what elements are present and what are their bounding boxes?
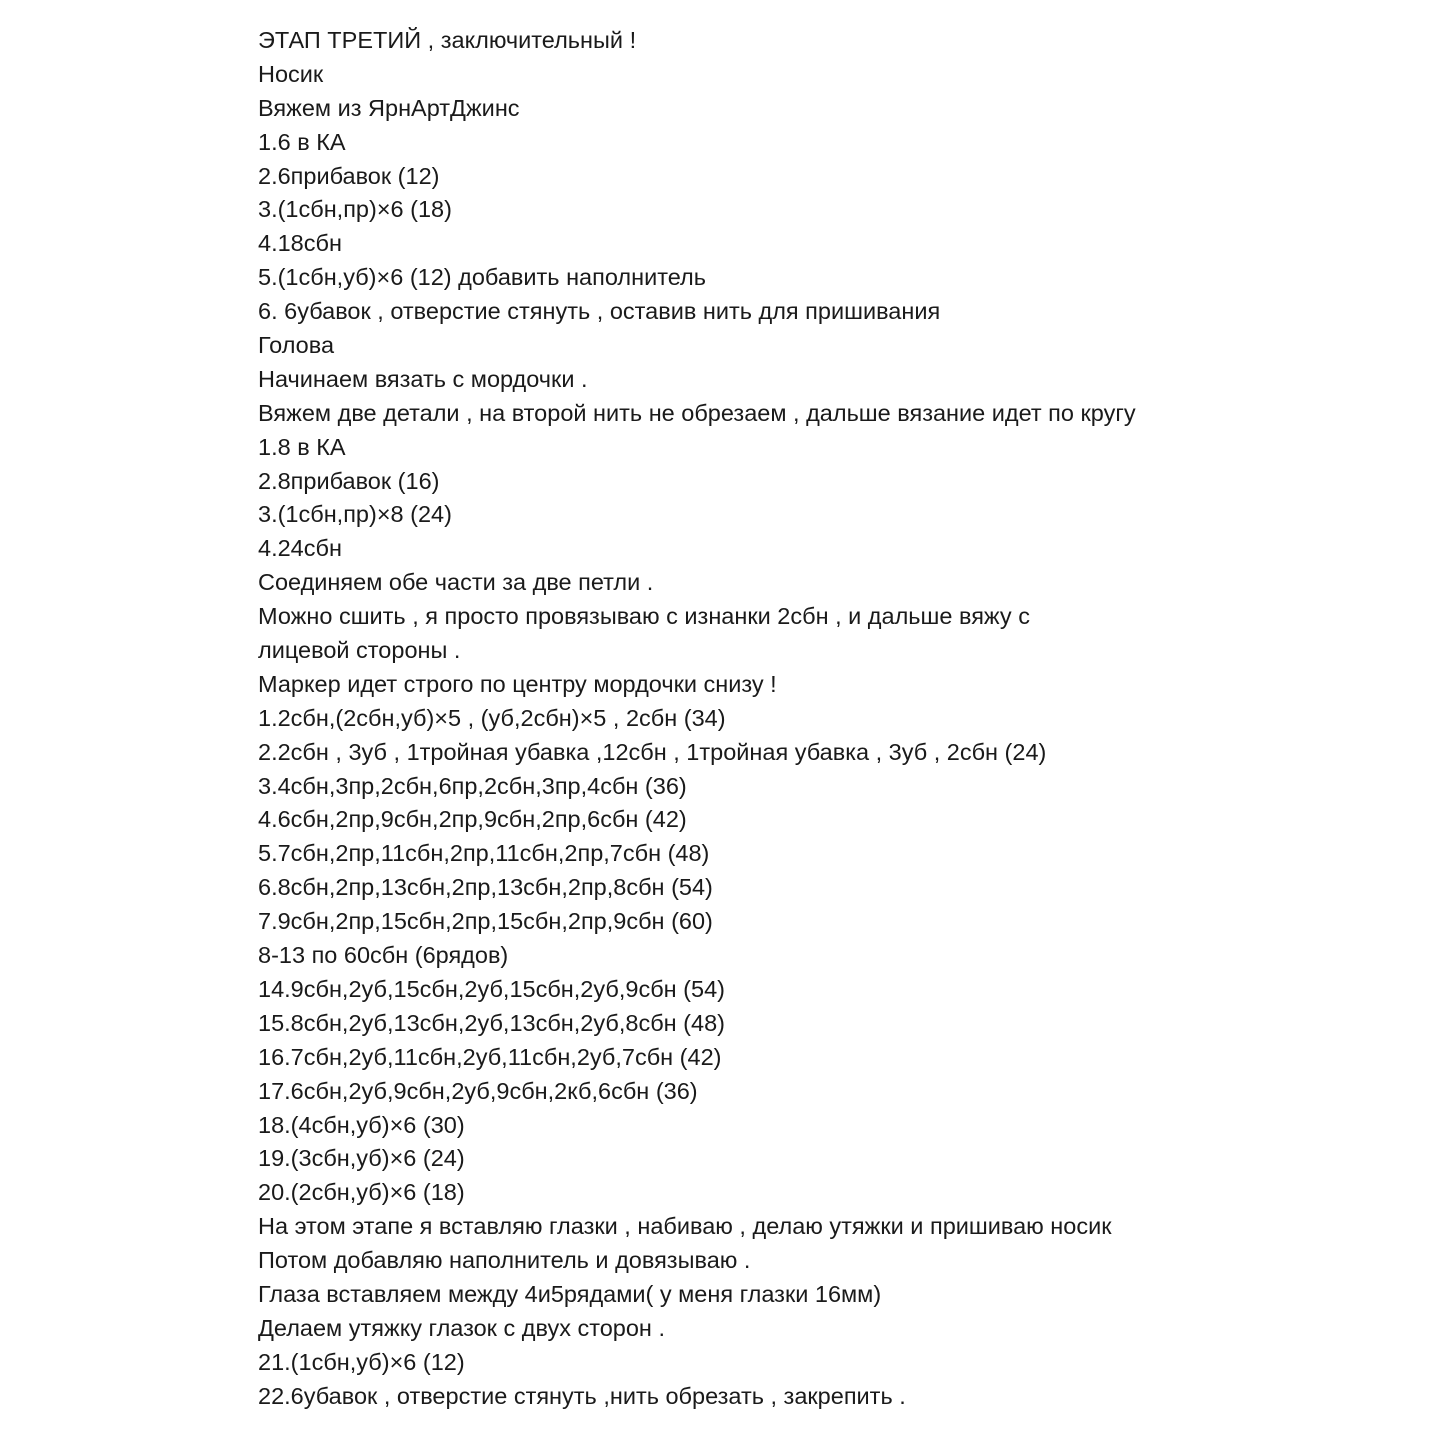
text-line: 3.4сбн,3пр,2сбн,6пр,2сбн,3пр,4сбн (36) bbox=[258, 772, 687, 799]
text-line: 1.6 в КА bbox=[258, 128, 346, 155]
text-line: 2.8прибавок (16) bbox=[258, 467, 440, 494]
text-line: Вяжем две детали , на второй нить не обрезаем , дальше вязание идет по кругу bbox=[258, 399, 1136, 426]
text-line: 2.2сбн , 3уб , 1тройная убавка ,12сбн , 1тройная убавка , 3уб , 2сбн (24) bbox=[258, 738, 1047, 765]
text-line: Начинаем вязать с мордочки . bbox=[258, 365, 588, 392]
text-line: 17.6сбн,2уб,9сбн,2уб,9сбн,2кб,6сбн (36) bbox=[258, 1077, 698, 1104]
text-line: 6. 6убавок , отверстие стянуть , оставив нить для пришивания bbox=[258, 298, 941, 325]
text-line: На этом этапе я вставляю глазки , набиваю , делаю утяжки и пришиваю носик bbox=[258, 1213, 1112, 1240]
text-line: 7.9сбн,2пр,15сбн,2пр,15сбн,2пр,9сбн (60) bbox=[258, 908, 713, 935]
text-line: 4.24сбн bbox=[258, 535, 342, 562]
text-line: 20.(2сбн,уб)×6 (18) bbox=[258, 1179, 465, 1206]
text-line: 22.6убавок , отверстие стянуть ,нить обрезать , закрепить . bbox=[258, 1382, 906, 1409]
text-line: 21.(1сбн,уб)×6 (12) bbox=[258, 1348, 465, 1375]
text-line: Потом добавляю наполнитель и довязываю . bbox=[258, 1247, 751, 1274]
text-line: Вяжем из ЯрнАртДжинс bbox=[258, 94, 520, 121]
text-line: 3.(1сбн,пр)×8 (24) bbox=[258, 501, 452, 528]
text-line: 3.(1сбн,пр)×6 (18) bbox=[258, 196, 452, 223]
text-line: 4.6сбн,2пр,9сбн,2пр,9сбн,2пр,6сбн (42) bbox=[258, 806, 687, 833]
text-line: Соединяем обе части за две петли . bbox=[258, 569, 654, 596]
text-line: Глаза вставляем между 4и5рядами( у меня глазки 16мм) bbox=[258, 1280, 882, 1307]
text-line: 15.8сбн,2уб,13сбн,2уб,13сбн,2уб,8сбн (48) bbox=[258, 1009, 725, 1036]
text-line: 1.8 в КА bbox=[258, 433, 346, 460]
text-line: Голова bbox=[258, 332, 335, 359]
text-line: 14.9сбн,2уб,15сбн,2уб,15сбн,2уб,9сбн (54) bbox=[258, 975, 725, 1002]
text-line: 4.18сбн bbox=[258, 230, 342, 257]
text-line: Маркер идет строго по центру мордочки снизу ! bbox=[258, 670, 777, 697]
text-line: ЭТАП ТРЕТИЙ , заключительный ! bbox=[258, 27, 637, 53]
text-line: 1.2сбн,(2сбн,уб)×5 , (уб,2сбн)×5 , 2сбн (34) bbox=[258, 704, 726, 731]
text-line: Делаем утяжку глазок с двух сторон . bbox=[258, 1314, 665, 1341]
text-line: 16.7сбн,2уб,11сбн,2уб,11сбн,2уб,7сбн (42) bbox=[258, 1043, 722, 1070]
text-line: 18.(4сбн,уб)×6 (30) bbox=[258, 1111, 465, 1138]
text-line: Можно сшить , я просто провязываю с изнанки 2сбн , и дальше вяжу с bbox=[258, 603, 1030, 630]
text-line: 5.7сбн,2пр,11сбн,2пр,11сбн,2пр,7сбн (48) bbox=[258, 840, 710, 867]
text-line: 2.6прибавок (12) bbox=[258, 162, 440, 189]
text-line: 6.8сбн,2пр,13сбн,2пр,13сбн,2пр,8сбн (54) bbox=[258, 874, 713, 901]
text-line: 5.(1сбн,уб)×6 (12) добавить наполнитель bbox=[258, 264, 706, 291]
text-line: Носик bbox=[258, 60, 324, 87]
text-line: 8-13 по 60сбн (6рядов) bbox=[258, 942, 509, 969]
pattern-text bbox=[258, 24, 1378, 1414]
text-line: лицевой стороны . bbox=[258, 637, 461, 664]
text-line: 19.(3сбн,уб)×6 (24) bbox=[258, 1145, 465, 1172]
